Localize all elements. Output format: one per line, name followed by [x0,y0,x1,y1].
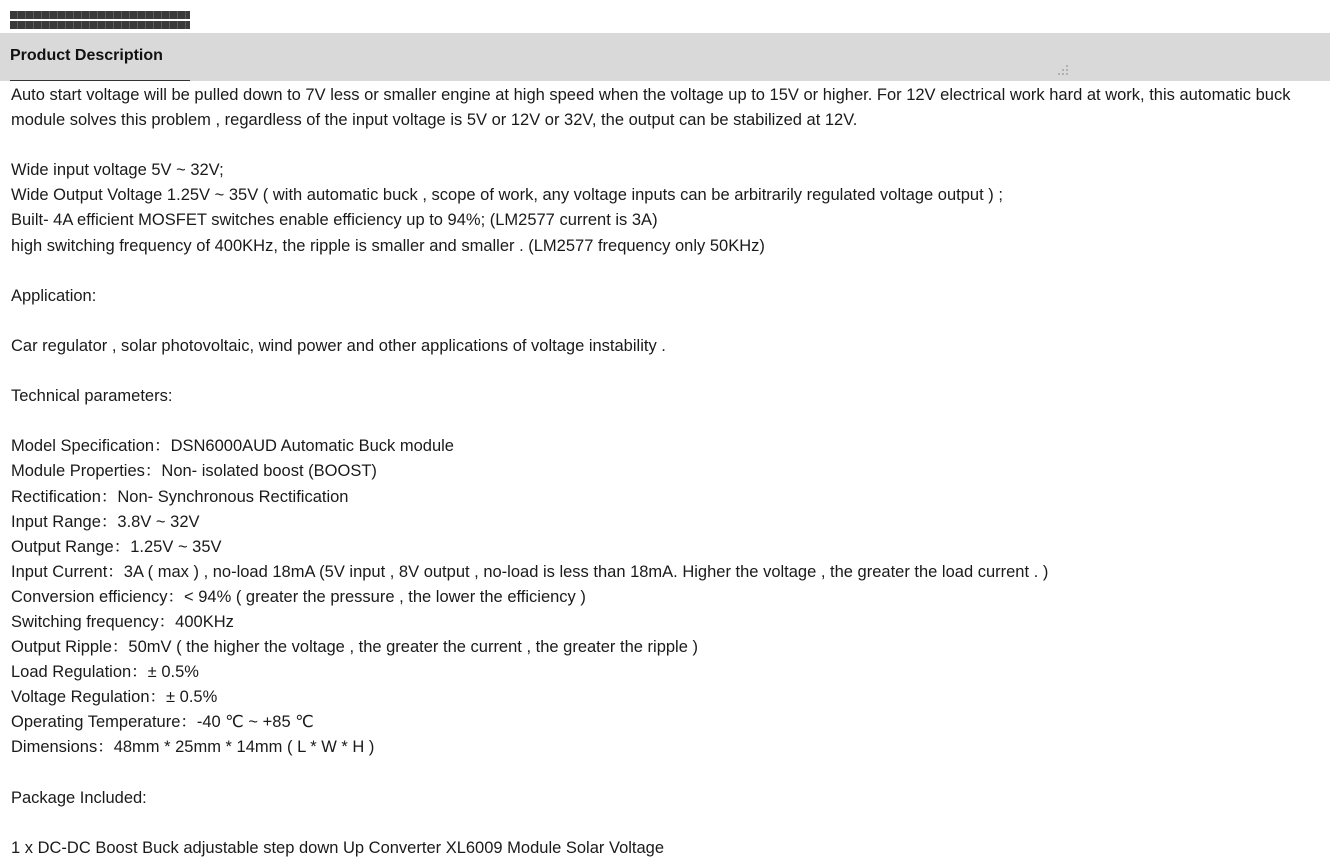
section-title: Product Description [10,47,163,64]
param-line: Load Regulation：± 0.5% [11,663,199,682]
redacted-bar [10,21,190,29]
package-item: 1 x DC-DC Boost Buck adjustable step down Up Converter XL6009 Module Solar Voltage [11,838,665,857]
param-line: Input Range：3.8V ~ 32V [11,512,200,531]
spacer [11,409,1331,434]
description-body [11,83,1331,857]
resize-grip-icon[interactable] [1056,63,1072,79]
param-line: Voltage Regulation：± 0.5% [11,688,218,707]
feature-line: high switching frequency of 400KHz, the ripple is smaller and smaller . (LM2577 frequency only 50KHz) [11,236,765,255]
feature-line: Wide Output Voltage 1.25V ~ 35V ( with automatic buck , scope of work, any voltage inputs can be arbitrarily regulated voltage output ) ; [11,186,1003,205]
param-line: Conversion efficiency：< 94% ( greater the pressure , the lower the efficiency ) [11,587,586,606]
spacer [11,259,1331,284]
param-line: Model Specification：DSN6000AUD Automatic Buck module [11,437,454,456]
param-line: Module Properties：Non- isolated boost (BOOST) [11,462,377,481]
spacer [11,309,1331,334]
intro-paragraph: Auto start voltage will be pulled down to 7V less or smaller engine at high speed when the voltage up to 15V or higher. For 12V electrical work hard at work, this automatic buck module solves this problem , regardless of the input voltage is 5V or 12V or 32V, the output can be stabilized at 12V. [11,86,1291,130]
param-line: Rectification：Non- Synchronous Rectification [11,487,349,506]
redacted-header-bars [10,11,190,31]
param-line: Output Ripple：50mV ( the higher the voltage , the greater the current , the greater the ripple ) [11,638,698,657]
param-line: Dimensions：48mm * 25mm * 14mm ( L * W * H ) [11,738,375,757]
param-line: Operating Temperature：-40 ℃ ~ +85 ℃ [11,713,314,732]
spacer [11,761,1331,786]
spacer [11,133,1331,158]
feature-line: Built- 4A efficient MOSFET switches enable efficiency up to 94%; (LM2577 current is 3A) [11,211,658,230]
feature-line: Wide input voltage 5V ~ 32V; [11,161,224,180]
param-line: Switching frequency：400KHz [11,612,234,631]
application-heading: Application: [11,286,97,305]
param-line: Input Current：3A ( max ) , no-load 18mA (5V input , 8V output , no-load is less than 18mA. Higher the voltage , the greater the load current . ) [11,562,1049,581]
title-underline [10,80,190,81]
application-text: Car regulator , solar photovoltaic, wind power and other applications of voltage instability . [11,336,666,355]
technical-heading: Technical parameters: [11,387,173,406]
section-header-band [0,33,1330,81]
redacted-bar [10,11,190,19]
spacer [11,359,1331,384]
package-heading: Package Included: [11,788,147,807]
param-line: Output Range：1.25V ~ 35V [11,537,222,556]
spacer [11,811,1331,836]
